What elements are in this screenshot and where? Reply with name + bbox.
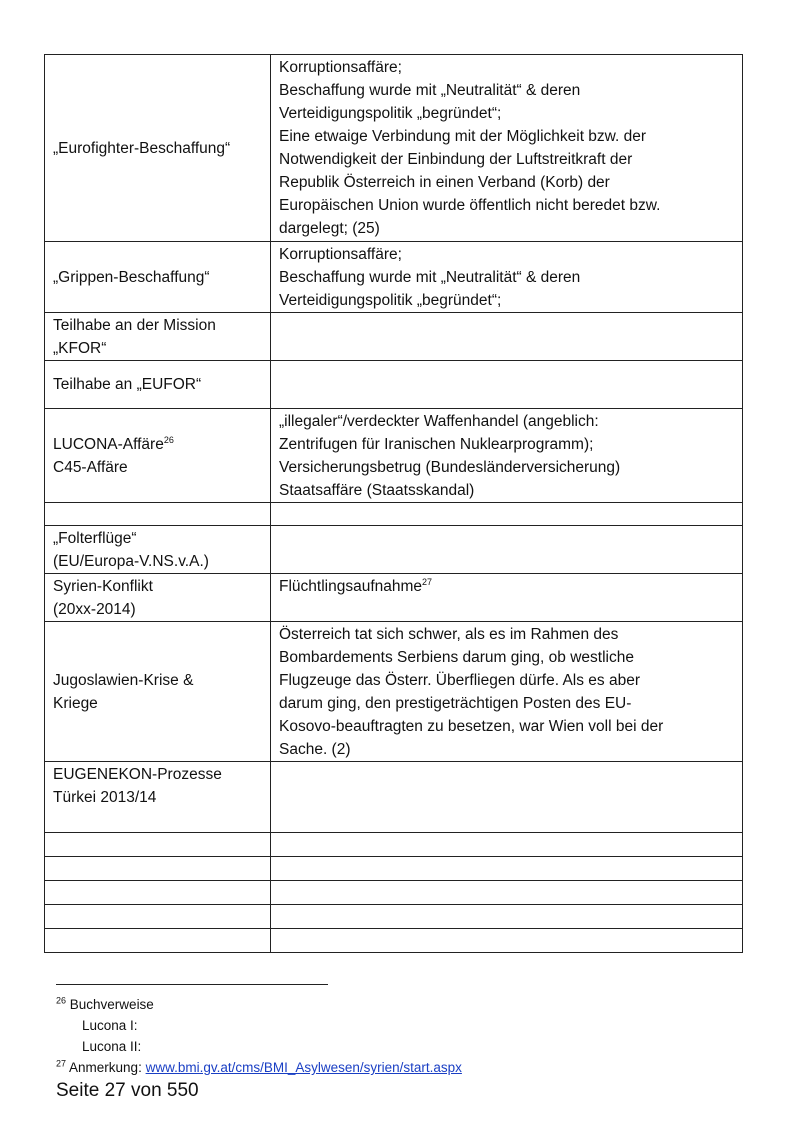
description-cell xyxy=(271,905,743,929)
cell-line: Korruptionsaffäre; xyxy=(279,59,402,76)
category-cell xyxy=(45,55,271,242)
footnote-ref: 27 xyxy=(422,576,433,587)
cell-line: Teilhabe an der Mission xyxy=(53,316,216,334)
category-cell xyxy=(45,929,271,953)
category-cell xyxy=(45,503,271,526)
cell-line: Zentrifugen für Iranischen Nuklearprogramm); xyxy=(279,435,594,453)
footnote-separator xyxy=(56,984,328,985)
description-cell xyxy=(271,242,743,313)
cell-line: „Folterflüge“ xyxy=(53,529,137,547)
cell-line: Kriege xyxy=(53,694,98,712)
table-row xyxy=(45,313,743,361)
table-row xyxy=(45,55,743,242)
cell-line: Sache. (2) xyxy=(279,741,351,758)
footnote-subitem: Lucona II: xyxy=(82,1039,142,1054)
description-cell xyxy=(271,503,743,526)
table-row xyxy=(45,833,743,857)
table-row xyxy=(45,361,743,409)
table-row xyxy=(45,762,743,833)
cell-line: Republik Österreich in einen Verband (Korb) der xyxy=(279,174,610,191)
cell-line: Staatsaffäre (Staatsskandal) xyxy=(279,481,475,499)
cell-line: EUGENEKON-Prozesse xyxy=(53,766,222,783)
footnote-27 xyxy=(56,1057,462,1078)
cell-line: Kosovo-beauftragten zu besetzen, war Wien voll bei der xyxy=(279,718,664,735)
cell-line: Jugoslawien-Krise & xyxy=(53,671,194,689)
cell-line: Österreich tat sich schwer, als es im Rahmen des xyxy=(279,626,619,643)
cell-line: Beschaffung wurde mit „Neutralität“ & deren xyxy=(279,268,581,286)
description-cell xyxy=(271,881,743,905)
category-cell xyxy=(45,881,271,905)
table-row xyxy=(45,526,743,574)
category-cell xyxy=(45,622,271,762)
description-cell xyxy=(271,929,743,953)
cell-text: LUCONA-Affäre xyxy=(53,435,164,453)
description-cell xyxy=(271,762,743,833)
category-cell xyxy=(45,409,271,503)
category-cell xyxy=(45,833,271,857)
cell-line: Türkei 2013/14 xyxy=(53,789,157,806)
footnote-number: 27 xyxy=(56,1058,67,1069)
table-row xyxy=(45,574,743,622)
cell-line: Eine etwaige Verbindung mit der Möglichkeit bzw. der xyxy=(279,128,647,145)
cell-line: Bombardements Serbiens darum ging, ob westliche xyxy=(279,649,634,666)
footnote-link[interactable]: www.bmi.gv.at/cms/BMI_Asylwesen/syrien/start.aspx xyxy=(145,1060,462,1075)
table-row xyxy=(45,929,743,953)
category-cell xyxy=(45,762,271,833)
cell-line xyxy=(279,575,734,598)
table-row xyxy=(45,905,743,929)
footnote-text: Buchverweise xyxy=(69,997,154,1012)
description-cell xyxy=(271,361,743,409)
cell-line: Flugzeuge das Österr. Überfliegen dürfe. Als es aber xyxy=(279,672,641,689)
footnote-subitem: Lucona I: xyxy=(82,1018,138,1033)
cell-line: Syrien-Konflikt xyxy=(53,577,153,595)
cell-line: Teilhabe an „EUFOR“ xyxy=(53,376,202,393)
cell-line: „Eurofighter-Beschaffung“ xyxy=(53,139,231,157)
category-cell xyxy=(45,857,271,881)
cell-text: Flüchtlingsaufnahme xyxy=(279,578,423,595)
cell-line: „illegaler“/verdeckter Waffenhandel (angeblich: xyxy=(279,412,599,430)
table-row xyxy=(45,503,743,526)
cell-line: Versicherungsbetrug (Bundesländerversicherung) xyxy=(279,458,621,476)
table-row xyxy=(45,857,743,881)
cell-line: „Grippen-Beschaffung“ xyxy=(53,268,210,286)
description-cell xyxy=(271,857,743,881)
cell-line: Europäischen Union wurde öffentlich nicht beredet bzw. xyxy=(279,197,661,214)
category-cell xyxy=(45,242,271,313)
table-row xyxy=(45,409,743,503)
description-cell xyxy=(271,526,743,574)
cell-line: (EU/Europa-V.NS.v.A.) xyxy=(53,552,209,570)
affairs-table xyxy=(44,54,743,953)
description-cell xyxy=(271,833,743,857)
footnote-label: Anmerkung: xyxy=(69,1060,142,1075)
category-cell xyxy=(45,574,271,622)
description-cell xyxy=(271,409,743,503)
cell-line: Notwendigkeit der Einbindung der Luftstreitkraft der xyxy=(279,151,633,168)
category-cell xyxy=(45,361,271,409)
cell-line: Verteidigungspolitik „begründet“; xyxy=(279,291,502,309)
table-row xyxy=(45,622,743,762)
cell-line: Verteidigungspolitik „begründet“; xyxy=(279,105,502,122)
cell-line: (20xx-2014) xyxy=(53,600,136,618)
category-cell xyxy=(45,905,271,929)
page-number: Seite 27 von 550 xyxy=(56,1080,199,1101)
footnote-number: 26 xyxy=(56,995,67,1006)
cell-line: C45-Affäre xyxy=(53,458,128,476)
description-cell xyxy=(271,55,743,242)
category-cell xyxy=(45,313,271,361)
footnote-26 xyxy=(56,994,462,1015)
description-cell xyxy=(271,574,743,622)
table-row xyxy=(45,242,743,313)
table-row xyxy=(45,881,743,905)
cell-line: dargelegt; (25) xyxy=(279,220,380,237)
description-cell xyxy=(271,622,743,762)
footnote-ref: 26 xyxy=(163,434,174,445)
description-cell xyxy=(271,313,743,361)
cell-line xyxy=(53,433,262,456)
cell-line: darum ging, den prestigeträchtigen Posten des EU- xyxy=(279,695,632,712)
cell-line: Beschaffung wurde mit „Neutralität“ & deren xyxy=(279,82,581,99)
cell-line: „KFOR“ xyxy=(53,339,107,357)
cell-line: Korruptionsaffäre; xyxy=(279,245,402,263)
category-cell xyxy=(45,526,271,574)
footnotes xyxy=(56,994,462,1078)
